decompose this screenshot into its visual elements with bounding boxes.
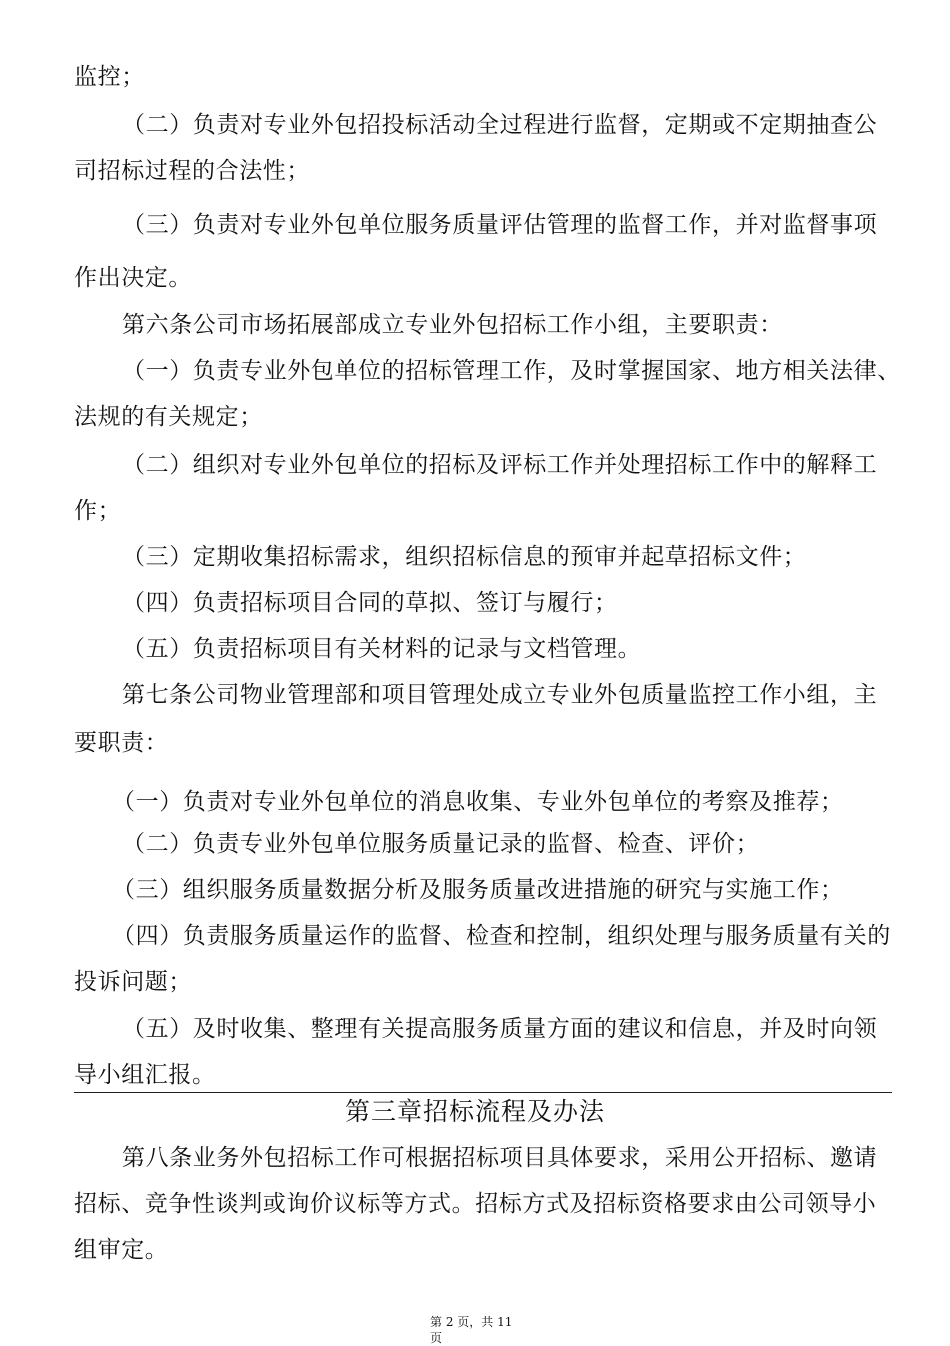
page-number-suffix: 页: [430, 1331, 443, 1345]
text-line: 导小组汇报。: [74, 1062, 216, 1088]
section-divider: [74, 1092, 892, 1093]
text-line: （一）负责对专业外包单位的消息收集、专业外包单位的考察及推荐；: [112, 789, 844, 815]
text-line: （三）定期收集招标需求，组织招标信息的预审并起草招标文件；: [122, 544, 807, 570]
text-line: 法规的有关规定；: [74, 404, 263, 430]
text-line: 作出决定。: [74, 265, 192, 291]
text-line: （三）负责对专业外包单位服务质量评估管理的监督工作，并对监督事项: [122, 212, 878, 238]
text-line: （二）负责专业外包单位服务质量记录的监督、检查、评价；: [122, 831, 760, 857]
text-line: （四）负责招标项目合同的草拟、签订与履行；: [122, 590, 618, 616]
page-footer: [430, 1314, 550, 1346]
text-line: （三）组织服务质量数据分析及服务质量改进措施的研究与实施工作；: [112, 877, 844, 903]
chapter-title: 第三章招标流程及办法: [344, 1097, 605, 1126]
text-line: 第七条公司物业管理部和项目管理处成立专业外包质量监控工作小组，主: [122, 682, 878, 708]
text-line: 司招标过程的合法性；: [74, 158, 310, 184]
text-line: 第六条公司市场拓展部成立专业外包招标工作小组，主要职责：: [122, 312, 783, 338]
text-line: （一）负责专业外包单位的招标管理工作，及时掌握国家、地方相关法律、: [122, 358, 901, 384]
page-number: 第 2 页，共 11: [430, 1315, 513, 1329]
text-line: （五）及时收集、整理有关提高服务质量方面的建议和信息，并及时向领: [122, 1016, 878, 1042]
text-line: （二）组织对专业外包单位的招标及评标工作并处理招标工作中的解释工: [122, 452, 878, 478]
text-line: （二）负责对专业外包招投标活动全过程进行监督，定期或不定期抽查公: [122, 112, 878, 138]
text-line: （五）负责招标项目有关材料的记录与文档管理。: [122, 636, 642, 662]
text-line: 投诉问题；: [74, 969, 192, 995]
text-line: 作；: [74, 498, 122, 524]
text-line: 组审定。: [74, 1237, 169, 1263]
text-line: 第八条业务外包招标工作可根据招标项目具体要求，采用公开招标、邀请: [122, 1145, 878, 1171]
text-line: 要职责：: [74, 730, 169, 756]
text-line: 招标、竞争性谈判或询价议标等方式。招标方式及招标资格要求由公司领导小: [74, 1191, 877, 1217]
text-line: 监控；: [74, 64, 145, 90]
text-line: （四）负责服务质量运作的监督、检查和控制，组织处理与服务质量有关的: [112, 923, 891, 949]
